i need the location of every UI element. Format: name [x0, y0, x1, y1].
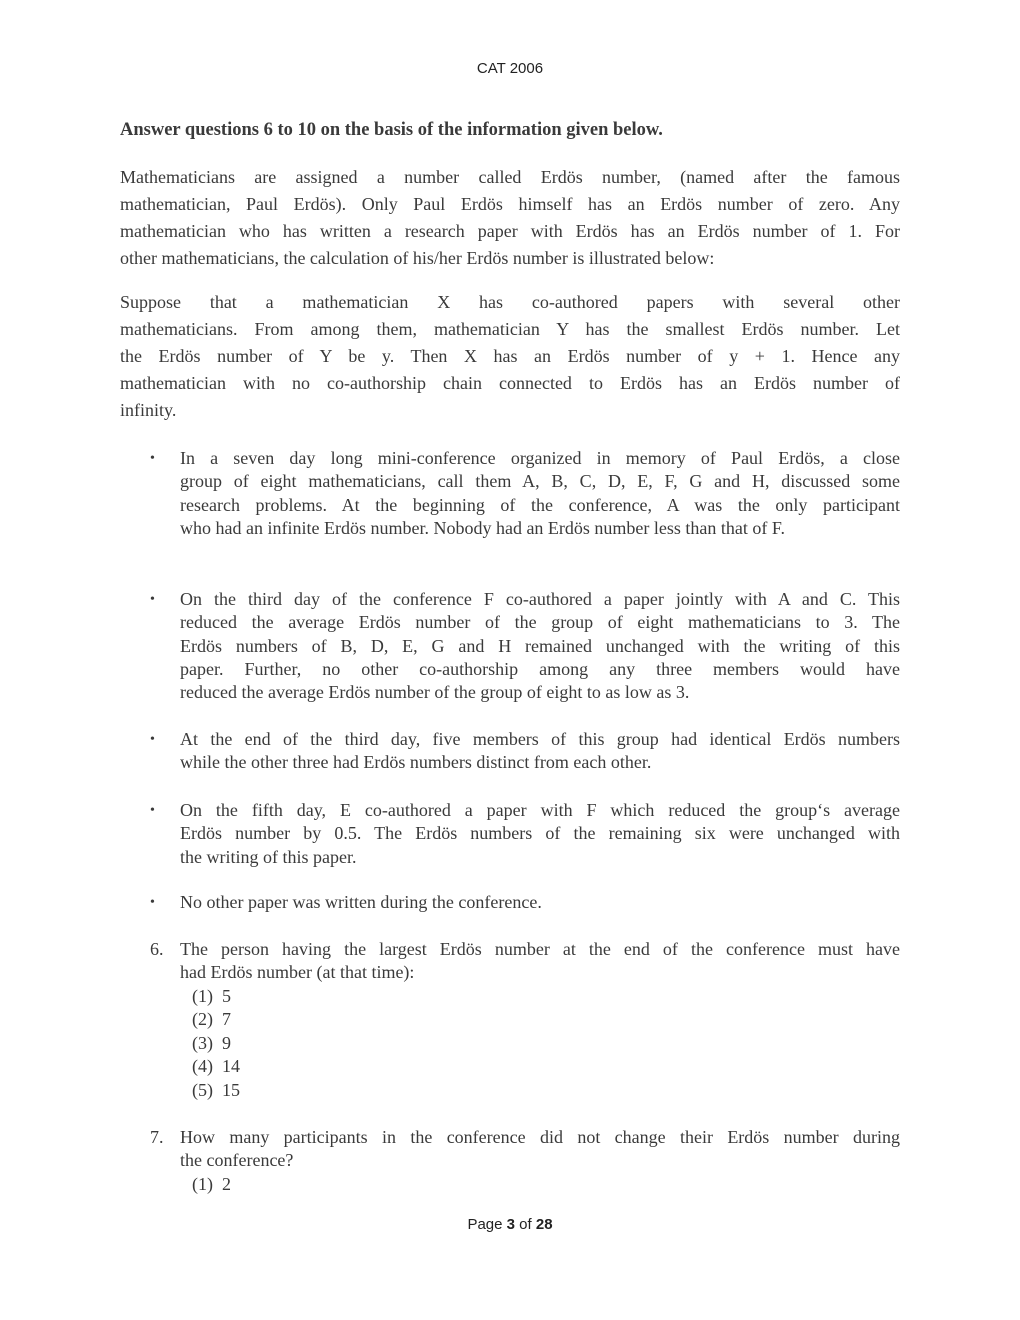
- text-line: Erdös numbers of B, D, E, G and H remained unchanged with the writing of this: [180, 635, 900, 656]
- bullet-item: [150, 447, 900, 540]
- footer-mid: of: [515, 1216, 536, 1233]
- bullet-icon: •: [150, 803, 155, 818]
- text-line: At the end of the third day, five members of this group had identical Erdös numbers: [180, 729, 900, 749]
- text-line: No other paper was written during the conference.: [180, 892, 542, 912]
- footer-prefix: Page: [467, 1216, 507, 1233]
- text-line: reduced the average Erdös number of the group of eight to as low as 3.: [180, 682, 690, 703]
- bullet-icon: •: [150, 732, 155, 747]
- text-line: who had an infinite Erdös number. Nobody had an Erdös number less than that of F.: [180, 517, 785, 538]
- answer-option: (2) 7: [192, 1009, 231, 1030]
- running-header: CAT 2006: [476, 60, 544, 77]
- text-line: the writing of this paper.: [180, 846, 357, 867]
- text-line: paper. Further, no other co-authorship among any three members would have: [180, 658, 900, 679]
- bullet-icon: •: [150, 451, 155, 466]
- text-line: the Erdös number of Y be y. Then X has an Erdös number of y + 1. Hence any: [120, 346, 900, 366]
- section-heading: Answer questions 6 to 10 on the basis of the information given below.: [120, 120, 663, 140]
- bullet-icon: •: [150, 895, 155, 910]
- question-number: 7.: [150, 1127, 164, 1147]
- text-line: Erdös number by 0.5. The Erdös numbers of the remaining six were unchanged with: [180, 823, 900, 844]
- answer-option: (1) 5: [192, 985, 231, 1006]
- text-line: mathematicians. From among them, mathematician Y has the smallest Erdös number. Let: [120, 319, 900, 339]
- page-total: 28: [535, 1216, 553, 1233]
- bullet-item: [150, 891, 900, 914]
- page-footer: [0, 1216, 1020, 1233]
- text-line: In a seven day long mini-conference organized in memory of Paul Erdös, a close: [180, 448, 900, 468]
- text-line: The person having the largest Erdös number at the end of the conference must have: [180, 939, 900, 959]
- question: [150, 1126, 900, 1196]
- paragraph: [120, 164, 900, 272]
- bullet-item: [150, 799, 900, 869]
- bullet-item: [150, 728, 900, 775]
- question-number: 6.: [150, 939, 164, 959]
- answer-option: (1) 2: [192, 1173, 231, 1194]
- text-line: mathematician with no co-authorship chain connected to Erdös has an Erdös number of: [120, 373, 900, 393]
- text-line: On the third day of the conference F co-authored a paper jointly with A and C. This: [180, 589, 900, 609]
- text-line: other mathematicians, the calculation of his/her Erdös number is illustrated below:: [120, 248, 715, 268]
- bullet-item: [150, 588, 900, 704]
- text-line: reduced the average Erdös number of the group of eight mathematicians to 3. The: [180, 612, 900, 633]
- paragraph: [120, 289, 900, 424]
- text-line: Suppose that a mathematician X has co-authored papers with several other: [120, 292, 900, 312]
- text-line: Mathematicians are assigned a number called Erdös number, (named after the famous: [120, 167, 900, 187]
- text-line: infinity.: [120, 400, 177, 420]
- text-line: group of eight mathematicians, call them A, B, C, D, E, F, G and H, discussed some: [180, 471, 900, 492]
- question: [150, 938, 900, 1102]
- text-line: mathematician, Paul Erdös). Only Paul Erdös himself has an Erdös number of zero. Any: [120, 194, 900, 214]
- answer-option: (5) 15: [192, 1079, 240, 1100]
- page-number: 3: [506, 1216, 515, 1233]
- text-line: On the fifth day, E co-authored a paper with F which reduced the group‘s average: [180, 800, 900, 820]
- text-line: the conference?: [180, 1150, 294, 1171]
- text-line: while the other three had Erdös numbers distinct from each other.: [180, 752, 652, 773]
- text-line: had Erdös number (at that time):: [180, 962, 415, 983]
- text-line: research problems. At the beginning of the conference, A was the only participant: [180, 494, 900, 515]
- text-line: How many participants in the conference did not change their Erdös number during: [180, 1127, 900, 1147]
- bullet-icon: •: [150, 592, 155, 607]
- answer-option: (3) 9: [192, 1032, 231, 1053]
- answer-option: (4) 14: [192, 1056, 240, 1077]
- text-line: mathematician who has written a research paper with Erdös has an Erdös number of 1. For: [120, 221, 900, 241]
